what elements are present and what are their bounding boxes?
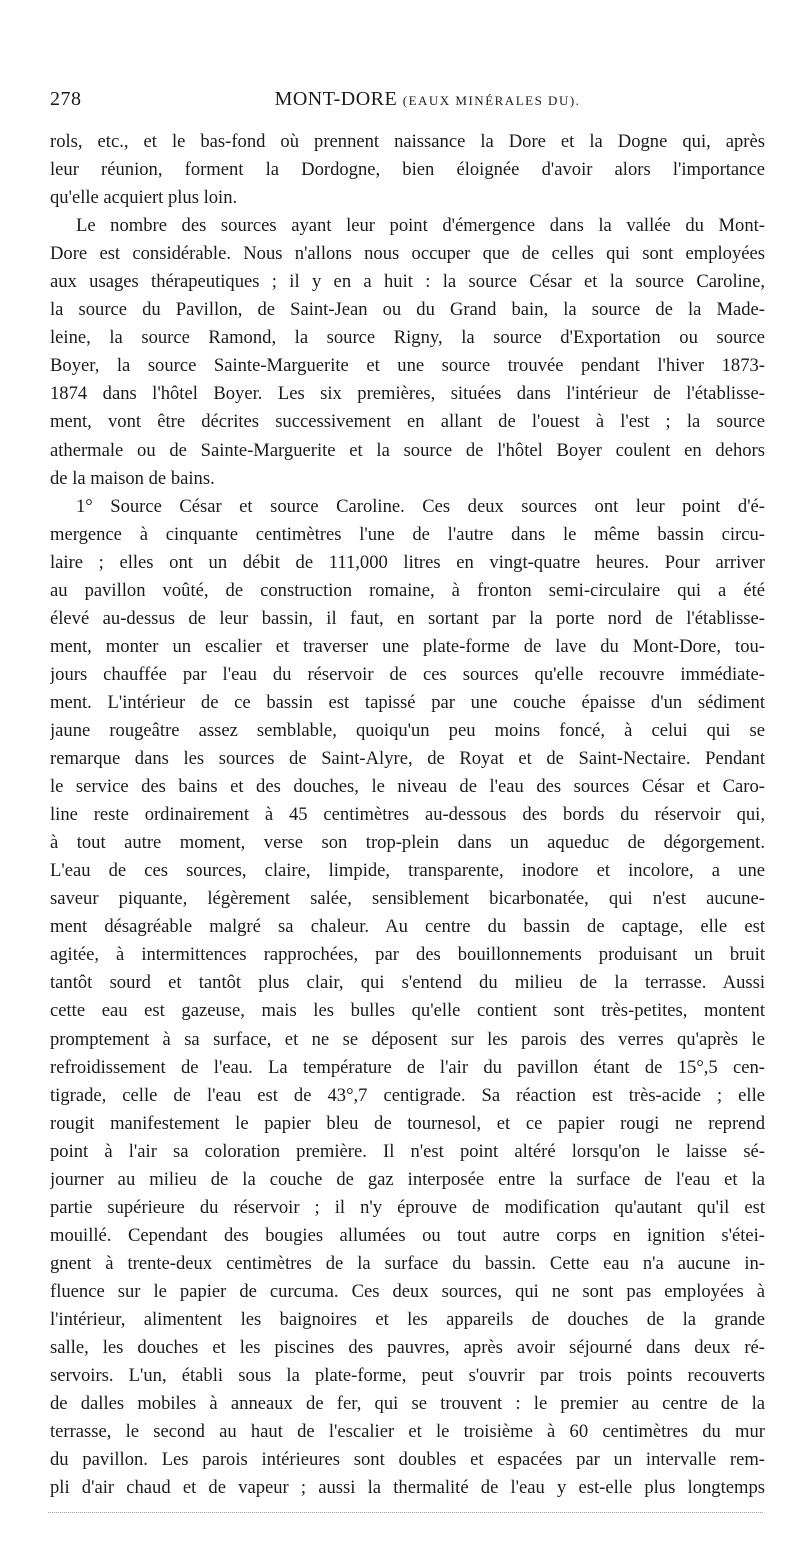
text-line: saveur piquante, légèrement salée, sensiblement bicarbonatée, qui n'est aucune- <box>50 888 765 910</box>
text-line: aux usages thérapeutiques ; il y en a huit : la source César et la source Caroline, <box>50 271 765 293</box>
text-line: refroidissement de l'eau. La température de l'air du pavillon étant de 15°,5 cen- <box>50 1056 765 1078</box>
text-line: de la maison de bains. <box>50 467 215 489</box>
text-line: ment, vont être décrites successivement en allant de l'ouest à l'est ; la source <box>50 411 765 433</box>
text-line: leur réunion, forment la Dordogne, bien éloignée d'avoir alors l'importance <box>50 159 765 181</box>
text-line: L'eau de ces sources, claire, limpide, transparente, inodore et incolore, a une <box>50 860 765 882</box>
text-line: mergence à cinquante centimètres l'une de l'autre dans le même bassin circu- <box>50 523 765 545</box>
running-title <box>50 88 765 111</box>
text-line: cette eau est gazeuse, mais les bulles qu'elle contient sont très-petites, montent <box>50 1000 765 1022</box>
text-line: à tout autre moment, verse son trop-plein dans un aqueduc de dégorgement. <box>50 832 765 854</box>
text-line: jaune rougeâtre assez semblable, quoiqu'un peu moins foncé, à celui qui se <box>50 719 765 741</box>
text-line: qu'elle acquiert plus loin. <box>50 187 238 209</box>
text-line: agitée, à intermittences rapprochées, par des bouillonnements produisant un bruit <box>50 944 765 966</box>
text-line: Dore est considérable. Nous n'allons nous occuper que de celles qui sont employées <box>50 243 765 265</box>
text-line: servoirs. L'un, établi sous la plate-forme, peut s'ouvrir par trois points recouverts <box>50 1365 765 1387</box>
paragraph-start-line: 1° Source César et source Caroline. Ces deux sources ont leur point d'é- <box>76 495 765 517</box>
text-line: gnent à trente-deux centimètres de la surface du bassin. Cette eau n'a aucune in- <box>50 1252 765 1274</box>
running-title-main: MONT-DORE <box>274 88 398 110</box>
footer-dotted-rule <box>48 1512 763 1513</box>
text-line: leine, la source Ramond, la source Rigny, la source d'Exportation ou source <box>50 327 765 349</box>
text-line: fluence sur le papier de curcuma. Ces deux sources, qui ne sont pas employées à <box>50 1280 765 1302</box>
text-line: rougit manifestement le papier bleu de tournesol, et ce papier rougi ne reprend <box>50 1112 765 1134</box>
text-line: 1874 dans l'hôtel Boyer. Les six premières, situées dans l'intérieur de l'établisse- <box>50 383 765 405</box>
text-line: rols, etc., et le bas-fond où prennent naissance la Dore et la Dogne qui, après <box>50 131 765 152</box>
text-line: ment, monter un escalier et traverser une plate-forme de lave du Mont-Dore, tou- <box>50 635 765 657</box>
text-line: terrasse, le second au haut de l'escalier et le troisième à 60 centimètres du mur <box>50 1421 765 1443</box>
body-text <box>50 128 765 1502</box>
text-line: ment désagréable malgré sa chaleur. Au centre du bassin de captage, elle est <box>50 916 765 938</box>
text-line: laire ; elles ont un débit de 111,000 litres en vingt-quatre heures. Pour arriver <box>50 551 765 573</box>
text-line: la source du Pavillon, de Saint-Jean ou du Grand bain, la source de la Made- <box>50 299 765 321</box>
paragraph-start-line: Le nombre des sources ayant leur point d'émergence dans la vallée du Mont- <box>76 215 765 237</box>
text-line: au pavillon voûté, de construction romaine, à fronton semi-circulaire qui a été <box>50 579 765 601</box>
text-line: journer au milieu de la couche de gaz interposée entre la surface de l'eau et la <box>50 1168 765 1190</box>
text-line: l'intérieur, alimentent les baignoires et les appareils de douches de la grande <box>50 1308 765 1330</box>
text-line: le service des bains et des douches, le niveau de l'eau des sources César et Caro- <box>50 776 765 798</box>
running-title-sub: (EAUX MINÉRALES DU). <box>402 93 581 108</box>
text-line: partie supérieure du réservoir ; il n'y éprouve de modification qu'autant qu'il est <box>50 1196 765 1218</box>
text-line: athermale ou de Sainte-Marguerite et la source de l'hôtel Boyer coulent en dehors <box>50 439 765 461</box>
text-line: promptement à sa surface, et ne se déposent sur les parois des verres qu'après le <box>50 1028 765 1050</box>
text-line: mouillé. Cependant des bougies allumées ou tout autre corps en ignition s'étei- <box>50 1224 765 1246</box>
text-line: remarque dans les sources de Saint-Alyre, de Royat et de Saint-Nectaire. Pendant <box>50 748 765 770</box>
text-line: Boyer, la source Sainte-Marguerite et une source trouvée pendant l'hiver 1873- <box>50 355 765 377</box>
text-line: line reste ordinairement à 45 centimètres au-dessous des bords du réservoir qui, <box>50 804 765 826</box>
page-header <box>50 88 765 124</box>
text-line: du pavillon. Les parois intérieures sont doubles et espacées par un intervalle rem- <box>50 1449 765 1471</box>
text-line: élevé au-dessus de leur bassin, il faut, en sortant par la porte nord de l'établisse- <box>50 607 765 629</box>
text-line: pli d'air chaud et de vapeur ; aussi la thermalité de l'eau y est-elle plus longtemps <box>50 1477 765 1499</box>
text-line: tigrade, celle de l'eau est de 43°,7 centigrade. Sa réaction est très-acide ; elle <box>50 1084 765 1106</box>
text-line: salle, les douches et les piscines des pauvres, après avoir séjourné dans deux ré- <box>50 1337 765 1359</box>
text-line: jours chauffée par l'eau du réservoir de ces sources qu'elle recouvre immédiate- <box>50 663 765 685</box>
text-line: tantôt sourd et tantôt plus clair, qui s'entend du milieu de la terrasse. Aussi <box>50 972 765 994</box>
text-line: point à l'air sa coloration première. Il n'est point altéré lorsqu'on le laisse sé- <box>50 1140 765 1162</box>
text-line: ment. L'intérieur de ce bassin est tapissé par une couche épaisse d'un sédiment <box>50 691 765 713</box>
text-line: de dalles mobiles à anneaux de fer, qui se trouvent : le premier au centre de la <box>50 1393 765 1415</box>
page-number: 278 <box>50 88 82 110</box>
